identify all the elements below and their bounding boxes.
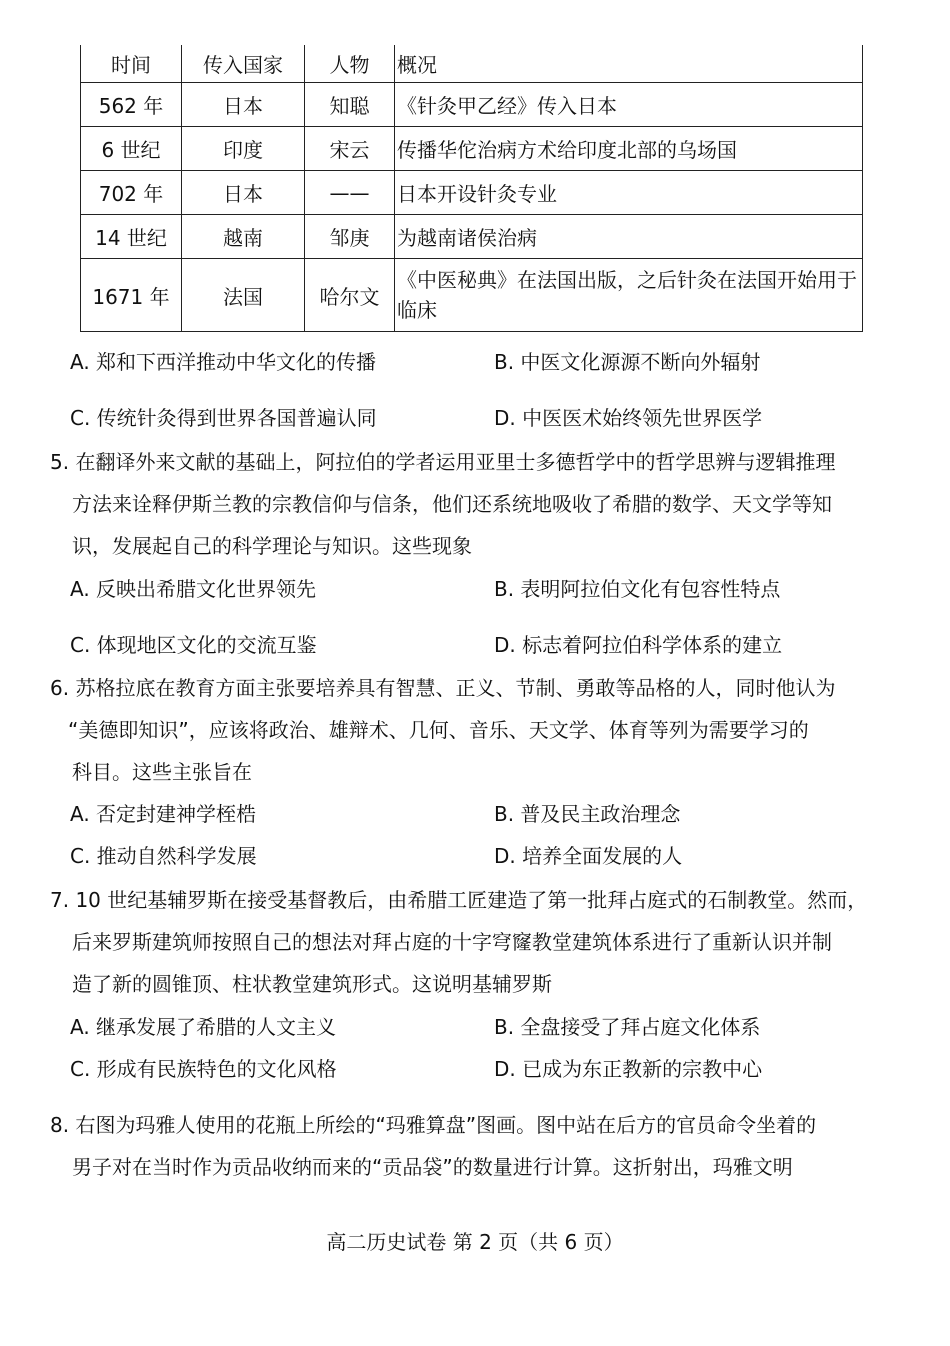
page-footer: 高二历史试卷 第 2 页（共 6 页）: [326, 1230, 624, 1254]
q4-option-d[interactable]: D. 中医医术始终领先世界医学: [494, 406, 763, 430]
q6-stem-line: “美德即知识”，应该将政治、雄辩术、几何、音乐、天文学、体育等列为需要学习的: [68, 718, 809, 742]
table-header-row: [81, 45, 863, 83]
q7-option-d[interactable]: D. 已成为东正教新的宗教中心: [494, 1057, 763, 1081]
table-cell: 宋云: [305, 127, 395, 171]
table-cell: 邹庚: [305, 215, 395, 259]
acupuncture-spread-table: [80, 45, 863, 332]
table-cell: 哈尔文: [305, 259, 395, 332]
table-cell: 日本: [182, 171, 305, 215]
q5-option-b[interactable]: B. 表明阿拉伯文化有包容性特点: [494, 577, 781, 601]
q4-option-c[interactable]: C. 传统针灸得到世界各国普遍认同: [70, 406, 377, 430]
q6-option-b[interactable]: B. 普及民主政治理念: [494, 802, 681, 826]
q7-stem-line: 7. 10 世纪基辅罗斯在接受基督教后，由希腊工匠建造了第一批拜占庭式的石制教堂。然而，: [50, 888, 868, 912]
table-cell: 562 年: [81, 83, 182, 127]
q7-option-a[interactable]: A. 继承发展了希腊的人文主义: [70, 1015, 337, 1039]
q6-option-a[interactable]: A. 否定封建神学桎梏: [70, 802, 257, 826]
q8-stem-line: 8. 右图为玛雅人使用的花瓶上所绘的“玛雅算盘”图画。图中站在后方的官员命令坐着的: [50, 1113, 817, 1137]
table-cell: 印度: [182, 127, 305, 171]
q5-stem-line: 方法来诠释伊斯兰教的宗教信仰与信条，他们还系统地吸收了希腊的数学、天文学等知: [72, 492, 832, 516]
table-cell: 702 年: [81, 171, 182, 215]
table-cell: 越南: [182, 215, 305, 259]
q5-option-a[interactable]: A. 反映出希腊文化世界领先: [70, 577, 317, 601]
q7-option-b[interactable]: B. 全盘接受了拜占庭文化体系: [494, 1015, 761, 1039]
q6-stem-line: 6. 苏格拉底在教育方面主张要培养具有智慧、正义、节制、勇敢等品格的人，同时他认为: [50, 676, 836, 700]
q5-option-d[interactable]: D. 标志着阿拉伯科学体系的建立: [494, 633, 783, 657]
table-row: [81, 259, 863, 332]
table-cell: 14 世纪: [81, 215, 182, 259]
table-row: [81, 215, 863, 259]
table-cell: 日本开设针灸专业: [395, 171, 863, 215]
q7-stem-line: 造了新的圆锥顶、柱状教堂建筑形式。这说明基辅罗斯: [72, 972, 552, 996]
table-cell: 《中医秘典》在法国出版，之后针灸在法国开始用于临床: [395, 259, 863, 332]
q5-stem-line: 识，发展起自己的科学理论与知识。这些现象: [72, 534, 472, 558]
table-cell: 法国: [182, 259, 305, 332]
table-cell: 6 世纪: [81, 127, 182, 171]
header-cell: 时间: [81, 45, 182, 83]
q7-option-c[interactable]: C. 形成有民族特色的文化风格: [70, 1057, 337, 1081]
table-cell: 1671 年: [81, 259, 182, 332]
q5-option-c[interactable]: C. 体现地区文化的交流互鉴: [70, 633, 317, 657]
q8-stem-line: 男子对在当时作为贡品收纳而来的“贡品袋”的数量进行计算。这折射出，玛雅文明: [72, 1155, 793, 1179]
header-cell: 传入国家: [182, 45, 305, 83]
q5-stem-line: 5. 在翻译外来文献的基础上，阿拉伯的学者运用亚里士多德哲学中的哲学思辨与逻辑推理: [50, 450, 836, 474]
q7-stem-line: 后来罗斯建筑师按照自己的想法对拜占庭的十字穹窿教堂建筑体系进行了重新认识并制: [72, 930, 832, 954]
q6-stem-line: 科目。这些主张旨在: [72, 760, 252, 784]
table-row: [81, 127, 863, 171]
q6-option-c[interactable]: C. 推动自然科学发展: [70, 844, 257, 868]
table-cell: 为越南诸侯治病: [395, 215, 863, 259]
header-cell: 概况: [395, 45, 863, 83]
table-cell: 《针灸甲乙经》传入日本: [395, 83, 863, 127]
q4-option-b[interactable]: B. 中医文化源源不断向外辐射: [494, 350, 761, 374]
table-row: [81, 83, 863, 127]
table-row: [81, 171, 863, 215]
q6-option-d[interactable]: D. 培养全面发展的人: [494, 844, 683, 868]
table-cell: 传播华佗治病方术给印度北部的乌场国: [395, 127, 863, 171]
table-cell: 知聪: [305, 83, 395, 127]
q4-option-a[interactable]: A. 郑和下西洋推动中华文化的传播: [70, 350, 377, 374]
table-cell: 日本: [182, 83, 305, 127]
table-cell: ——: [305, 171, 395, 215]
header-cell: 人物: [305, 45, 395, 83]
